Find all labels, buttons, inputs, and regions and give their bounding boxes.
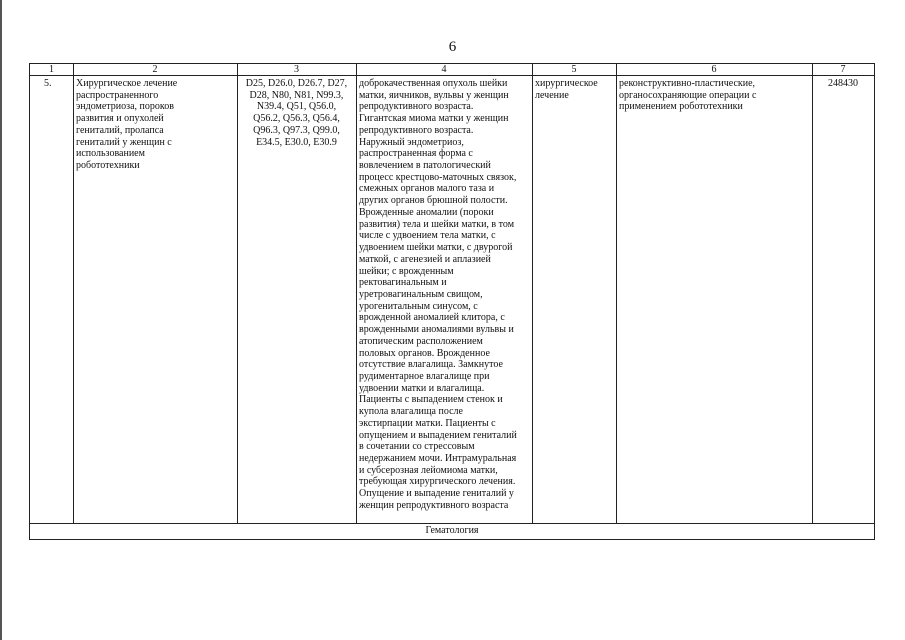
header-col-1: 1 — [49, 64, 54, 75]
column-divider — [616, 64, 617, 523]
page-number: 6 — [448, 39, 457, 55]
treatment-type: хирургическое лечение — [535, 78, 598, 101]
care-type-name: Хирургическое лечение распространенного эндометриоза, пороков развития и опухолей гениталий, пролапса гениталий у женщин с использованием робототехники — [76, 78, 178, 172]
header-col-4: 4 — [441, 64, 447, 75]
header-col-6: 6 — [711, 64, 717, 75]
column-divider — [356, 64, 357, 523]
scan-edge — [0, 0, 2, 640]
header-col-3: 3 — [294, 64, 299, 75]
column-divider — [812, 64, 813, 523]
patient-model: доброкачественная опухоль шейки матки, яичников, вульвы у женщин репродуктивного возраста. Гигантская миома матки у женщин репродуктивного возраста. Наружный эндометриоз, распространенная форма с вовлечением в патологический процесс крестцово-маточных связок, смежных органов малого таза и других органов брюшной полости. Врожденные аномалии (пороки развития) тела и шейки матки, в том числе с удвоением тела матки, с удвоением шейки матки, с двурогой маткой, с агенезией и аплазией шейки; с врожденным ректовагинальным и уретровагинальным свищом, урогенитальным синусом, с врожденной аномалией клитора, с врожденными аномалиями вульвы и атопическим расположением половых органов. Врожденное отсутствие влагалища. Замкнутое рудиментарное влагалище при удвоении матки и влагалища. Пациенты с выпадением стенок и купола влагалища после экстирпации матки. Пациенты с опущением и выпадением гениталий в сочетании со стрессовым недержанием мочи. Интрамуральная и субсерозная лейомиома матки, требующая хирургического лечения. Опущение и выпадение гениталий у женщин репродуктивного возраста — [359, 78, 517, 511]
column-divider — [73, 64, 74, 523]
table-header-row — [30, 64, 874, 76]
header-col-7: 7 — [840, 64, 846, 75]
treatment-method: реконструктивно-пластические, органосохраняющие операции с применением робототехники — [619, 78, 757, 113]
section-divider — [30, 523, 874, 524]
icd-codes: D25, D26.0, D26.7, D27, D28, N80, N81, N99.3, N39.4, Q51, Q56.0, Q56.2, Q56.3, Q56.4, Q96.3, Q97.3, Q99.0, E34.5, E30.0, E30.9 — [245, 78, 348, 148]
cost-value: 248430 — [828, 78, 858, 89]
header-col-5: 5 — [571, 64, 577, 75]
header-col-2: 2 — [152, 64, 158, 75]
medical-care-table — [29, 63, 875, 540]
row-number: 5. — [44, 78, 52, 89]
section-title: Гематология — [425, 525, 479, 536]
